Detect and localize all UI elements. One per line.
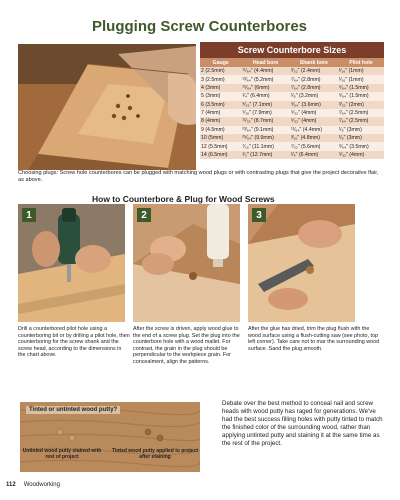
table-cell: 6 (3.5mm) [200, 101, 241, 109]
table-cell: 8 (4mm) [200, 117, 241, 125]
page-number: 112 [6, 482, 16, 488]
section-name: Woodworking [23, 482, 60, 488]
putty-body-text: Debate over the best method to conceal nail and screw heads with wood putty has raged for generations. We've had the best success filling holes with putty tinted to match the finished color of the surrounding wood, rather than applying untinted putty and staining it at the same time as the rest of the project. [222, 400, 383, 447]
counterbore-size-table [200, 42, 384, 159]
table-cell: 2 (2.5mm) [200, 67, 241, 75]
column-header: Gauge [200, 58, 241, 67]
table-row [200, 134, 384, 142]
table-cell: ¹⁄₂" (12.7mm) [241, 151, 290, 159]
step-3-photo [248, 204, 355, 322]
table-cell: 5 (3mm) [200, 92, 241, 100]
table-row [200, 67, 384, 75]
table-cell: ²⁵⁄₆₄" (9.9mm) [241, 134, 290, 142]
table-row [200, 75, 384, 83]
table-cell: ⁵⁄₃₂" (4mm) [290, 117, 338, 125]
table-row [200, 109, 384, 117]
table-cell: 10 (5mm) [200, 134, 241, 142]
table-cell: 4 (3mm) [200, 84, 241, 92]
table-cell: ¹¹⁄₆₄" (4.4mm) [290, 126, 338, 134]
page-footer [6, 482, 60, 488]
putty-label-tinted: Tinted wood putty applied to project after staining [112, 448, 199, 460]
counterbore-plugs-photo [18, 44, 196, 170]
table-cell: ⁵⁄₁₆" (7.9mm) [241, 109, 290, 117]
photo-illustration [18, 44, 196, 170]
table-row [200, 84, 384, 92]
table-cell: ⁹⁄₆₄" (3.6mm) [290, 101, 338, 109]
step-2-text: After the screw is driven, apply wood glue to the end of a screw plug. Set the plug into the counterbore hole with a wood mallet. For contrast, the grain in the plug should be perpendicular to the workpiece grain. For concealment, align the patterns. [133, 326, 240, 365]
table-row [200, 92, 384, 100]
step-3-text: After the glue has dried, trim the plug flush with the wood surface using a flush-cutting saw (see photo, top left corner). Take care not to mar the surrounding wood surface. Sand the plug smooth. [248, 326, 380, 352]
table-cell: ⁵⁄₃₂" (4mm) [338, 151, 384, 159]
table-cell: ⁵⁄₆₄" (1.5mm) [338, 84, 384, 92]
table-cell: 14 (6.5mm) [200, 151, 241, 159]
table-cell: ¹⁄₁₆" (1mm) [338, 67, 384, 75]
table-cell: ¹⁄₁₆" (1mm) [338, 75, 384, 83]
table-cell: ¹⁵⁄₆₄" (6mm) [241, 84, 290, 92]
table-cell: ⁹⁄₆₄" (3.5mm) [338, 142, 384, 150]
table-cell: ²³⁄₆₄" (9.1mm) [241, 126, 290, 134]
step-1-photo [18, 204, 125, 322]
column-header: Shank bore [290, 58, 338, 67]
table-row [200, 151, 384, 159]
table-cell: ¹⁄₄" (6.4mm) [241, 92, 290, 100]
table-cell: ⁷⁄₃₂" (5.6mm) [290, 142, 338, 150]
table-cell: ⁷⁄₆₄" (2.5mm) [338, 109, 384, 117]
table-cell: ⁵⁄₆₄" (1.5mm) [338, 92, 384, 100]
table-cell: ⁷⁄₆₄" (2.8mm) [290, 84, 338, 92]
table-row [200, 142, 384, 150]
howto-title: How to Counterbore & Plug for Wood Screws [92, 194, 275, 204]
table-cell: 7 (4mm) [200, 109, 241, 117]
step-number: 1 [22, 208, 36, 222]
putty-question: Tinted or untinted wood putty? [26, 406, 120, 414]
page-title: Plugging Screw Counterbores [92, 18, 308, 35]
table-cell: ⁷⁄₆₄" (2.8mm) [290, 75, 338, 83]
table-cell: ³⁄₃₂" (2mm) [338, 101, 384, 109]
column-header: Head bore [241, 58, 290, 67]
table-cell: ¹¹⁄₆₄" (4.4mm) [241, 67, 290, 75]
photo-caption: Choosing plugs: Screw hole counterbores can be plugged with matching wood plugs or with contrasting plugs that give the project decorative flair, as above. [18, 170, 379, 183]
table-cell: 3 (2.5mm) [200, 75, 241, 83]
table-cell: ¹⁄₈" (3mm) [338, 134, 384, 142]
table-cell: ¹⁄₈" (3mm) [338, 126, 384, 134]
table-cell: 12 (5.5mm) [200, 142, 241, 150]
putty-label-untinted: Untinted wood putty stained with rest of project [22, 448, 102, 460]
table-row [200, 126, 384, 134]
table-cell: ⁷⁄₆₄" (2.5mm) [338, 117, 384, 125]
size-table [200, 58, 384, 159]
table-cell: 9 (4.5mm) [200, 126, 241, 134]
step-2-photo [133, 204, 240, 322]
column-header: Pilot hole [338, 58, 384, 67]
table-cell: ³⁄₁₆" (4.8mm) [290, 134, 338, 142]
table-cell: ¹³⁄₆₄" (5.2mm) [241, 75, 290, 83]
table-cell: ⁵⁄₃₂" (4mm) [290, 109, 338, 117]
table-cell: ¹⁄₄" (6.4mm) [290, 151, 338, 159]
table-cell: ¹⁄₈" (3.2mm) [290, 92, 338, 100]
table-cell: ³⁄₃₂" (2.4mm) [290, 67, 338, 75]
table-cell: ⁷⁄₁₆" (11.1mm) [241, 142, 290, 150]
table-cell: ⁹⁄₃₂" (7.1mm) [241, 101, 290, 109]
table-cell: ¹¹⁄₃₂" (8.7mm) [241, 117, 290, 125]
step-1-text: Drill a counterbored pilot hole using a counterboring bit or by drilling a pilot hole, then counterboring for the screw shank and the screw head, according to the dimensions in the chart above. [18, 326, 130, 359]
step-number: 3 [252, 208, 266, 222]
table-title: Screw Counterbore Sizes [200, 42, 384, 58]
table-row [200, 117, 384, 125]
table-row [200, 101, 384, 109]
step-number: 2 [137, 208, 151, 222]
